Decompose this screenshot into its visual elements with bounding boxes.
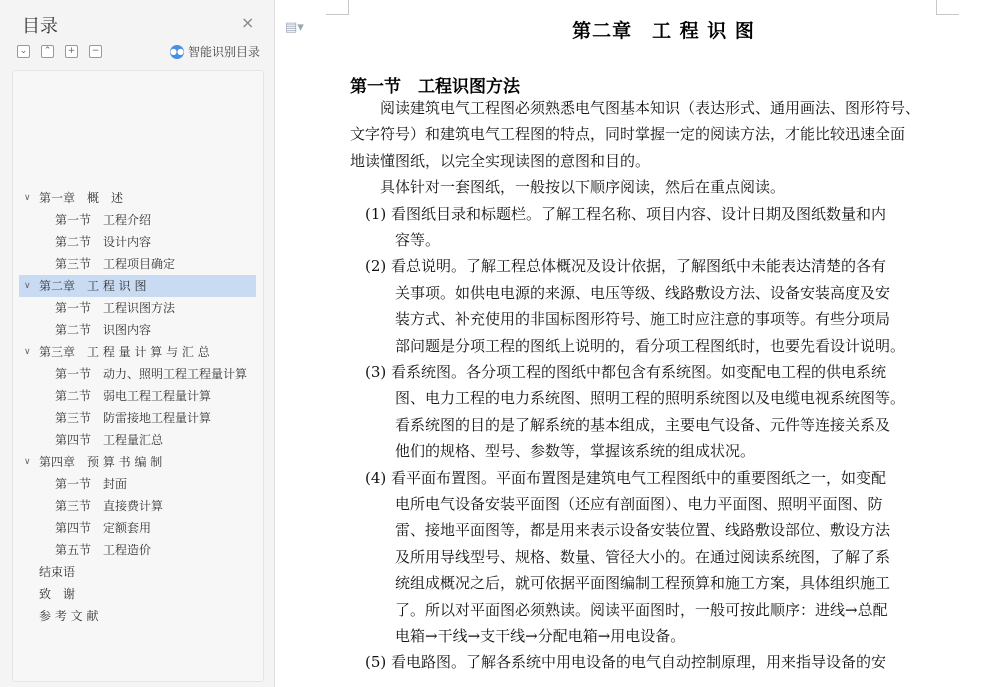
toc-item[interactable] [19, 539, 256, 561]
body-line: (4) 看平面布置图。平面布置图是建筑电气工程图纸中的重要图纸之一，如变配 [350, 469, 887, 487]
remove-item-icon[interactable]: − [89, 45, 102, 58]
toc-item-label: 致 谢 [39, 587, 76, 601]
toc-item-label: 第四章 预 算 书 编 制 [39, 455, 163, 469]
toc-item-label: 第二节 弱电工程工程量计算 [55, 389, 212, 403]
body-line: 文字符号）和建筑电气工程图的特点，同时掌握一定的阅读方法，才能比较迅速全面 [350, 125, 906, 143]
chevron-down-icon[interactable]: ∨ [24, 347, 31, 357]
toc-item-label: 第四节 定额套用 [55, 521, 152, 535]
toc-item[interactable] [19, 253, 256, 275]
toc-item[interactable] [19, 605, 256, 627]
body-line: (3) 看系统图。各分项工程的图纸中都包含有系统图。如变配电工程的供电系统 [350, 363, 887, 381]
page-corner-mark [326, 0, 349, 15]
toc-item-label: 第一节 动力、照明工程工程量计算 [55, 367, 248, 381]
toc-item-label: 第二节 设计内容 [55, 235, 152, 249]
body-line: 及所用导线型号、规格、数量、管径大小的。在通过阅读系统图，了解了系 [350, 548, 891, 566]
toc-item[interactable] [19, 187, 256, 209]
body-line: 关事项。如供电电源的来源、电压等级、线路敷设方法、设备安装高度及安 [350, 284, 891, 302]
body-line: 电箱→干线→支干线→分配电箱→用电设备。 [350, 627, 686, 645]
smart-recognize-label: 智能识别目录 [188, 45, 261, 59]
toc-item-label: 第二节 识图内容 [55, 323, 152, 337]
page-corner-mark [936, 0, 959, 15]
body-line: 电所电气设备安装平面图（还应有剖面图）、电力平面图、照明平面图、防 [350, 495, 883, 513]
collapse-all-icon[interactable]: ⌄ [17, 45, 30, 58]
document-icon[interactable]: ▤▾ [285, 20, 304, 35]
toc-item[interactable] [19, 231, 256, 253]
body-line: 看系统图的目的是了解系统的基本组成，主要电气设备、元件等连接关系及 [350, 416, 891, 434]
add-item-icon[interactable]: + [65, 45, 78, 58]
section-title: 第一节 工程识图方法 [350, 77, 520, 97]
document-page [326, 0, 1001, 687]
body-line: 图、电力工程的电力系统图、照明工程的照明系统图以及电缆电视系统图等。 [350, 389, 906, 407]
body-line: 雷、接地平面图等，都是用来表示设备安装位置、线路敷设部位、敷设方法 [350, 521, 891, 539]
toc-item-label: 第三节 直接费计算 [55, 499, 164, 513]
body-line: 统组成概况之后，就可依据平面图编制工程预算和施工方案，具体组织施工 [350, 574, 891, 592]
close-icon[interactable]: × [241, 13, 255, 32]
toc-item[interactable] [19, 583, 256, 605]
toc-item[interactable] [19, 341, 256, 363]
toc-item[interactable] [19, 473, 256, 495]
robot-icon: ●● [170, 45, 184, 59]
toc-sidebar [0, 0, 275, 687]
toc-item-label: 第一节 封面 [55, 477, 128, 491]
body-line: 容等。 [350, 231, 441, 249]
toc-item-label: 第三章 工 程 量 计 算 与 汇 总 [39, 345, 210, 359]
toc-item-label: 第三节 工程项目确定 [55, 257, 176, 271]
expand-all-icon[interactable]: ⌃ [41, 45, 54, 58]
toc-item[interactable] [19, 451, 256, 473]
body-line: 阅读建筑电气工程图必须熟悉电气图基本知识（表达形式、通用画法、图形符号、 [350, 99, 921, 117]
body-line: 具体针对一套图纸，一般按以下顺序阅读，然后在重点阅读。 [350, 178, 786, 196]
body-line: 他们的规格、型号、参数等，掌握该系统的组成状况。 [350, 442, 756, 460]
toc-item[interactable] [19, 517, 256, 539]
chapter-title: 第二章 工 程 识 图 [572, 20, 755, 42]
toc-item-label: 第一章 概 述 [39, 191, 124, 205]
body-line: 了。所以对平面图必须熟读。阅读平面图时，一般可按此顺序：进线→总配 [350, 601, 888, 619]
toc-item[interactable] [19, 495, 256, 517]
body-line: 装方式、补充使用的非国标图形符号、施工时应注意的事项等。有些分项局 [350, 310, 891, 328]
toc-item-label: 参 考 文 献 [39, 609, 99, 623]
body-line: 地读懂图纸，以完全实现读图的意图和目的。 [350, 152, 651, 170]
toc-item[interactable] [19, 319, 256, 341]
toc-item[interactable] [19, 561, 256, 583]
chevron-down-icon[interactable]: ∨ [24, 457, 31, 467]
toc-item-label: 第一节 工程介绍 [55, 213, 152, 227]
toc-title: 目录 [22, 16, 58, 37]
smart-recognize-button[interactable] [170, 43, 260, 60]
toc-item[interactable] [19, 429, 256, 451]
toc-item[interactable] [19, 385, 256, 407]
toc-item[interactable] [19, 407, 256, 429]
toc-item[interactable] [19, 363, 256, 385]
toc-item-label: 第四节 工程量汇总 [55, 433, 164, 447]
toc-item-label: 结束语 [39, 565, 76, 579]
toc-item-label: 第二章 工 程 识 图 [39, 279, 147, 293]
chevron-down-icon[interactable]: ∨ [24, 193, 31, 203]
toc-item[interactable] [19, 275, 256, 297]
toc-item-label: 第五节 工程造价 [55, 543, 152, 557]
body-line: (2) 看总说明。了解工程总体概况及设计依据，了解图纸中未能表达清楚的各有 [350, 257, 887, 275]
chevron-down-icon[interactable]: ∨ [24, 281, 31, 291]
toc-item[interactable] [19, 209, 256, 231]
body-line: (1) 看图纸目录和标题栏。了解工程名称、项目内容、设计日期及图纸数量和内 [350, 205, 887, 223]
body-line: 部问题是分项工程的图纸上说明的，看分项工程图纸时，也要先看设计说明。 [350, 337, 906, 355]
toc-item[interactable] [19, 297, 256, 319]
body-line: (5) 看电路图。了解各系统中用电设备的电气自动控制原理，用来指导设备的安 [350, 653, 887, 671]
toc-item-label: 第一节 工程识图方法 [55, 301, 176, 315]
toc-item-label: 第三节 防雷接地工程量计算 [55, 411, 212, 425]
page-gutter [276, 0, 326, 687]
